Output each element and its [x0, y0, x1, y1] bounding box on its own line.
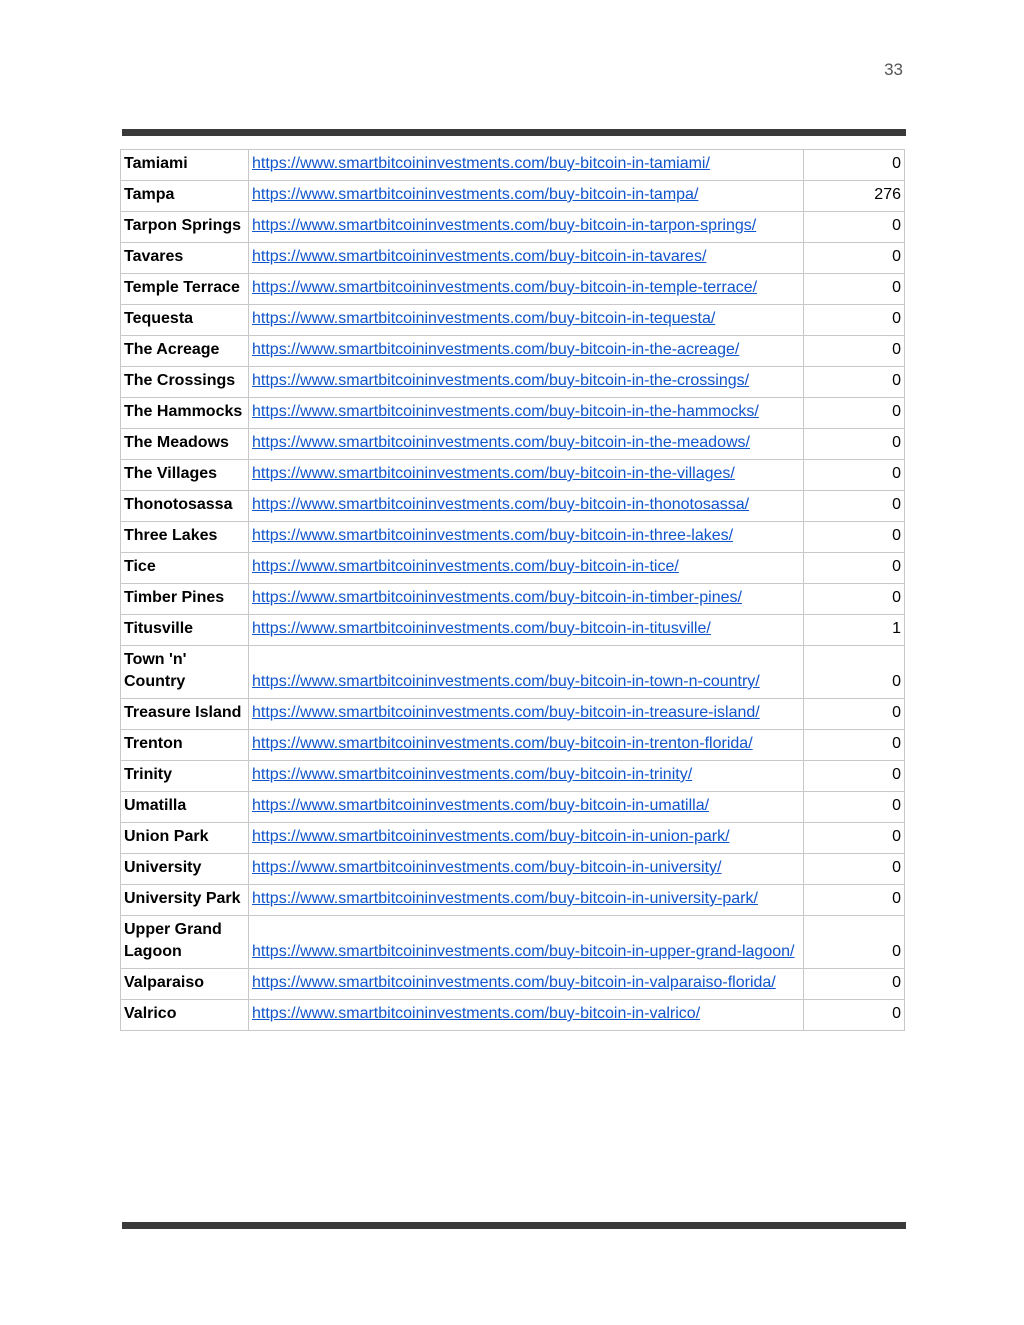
city-link[interactable]: https://www.smartbitcoininvestments.com/buy-bitcoin-in-the-meadows/: [252, 434, 750, 451]
count-value: 0: [804, 460, 905, 491]
city-name: Umatilla: [121, 792, 249, 823]
city-link[interactable]: https://www.smartbitcoininvestments.com/buy-bitcoin-in-the-hammocks/: [252, 403, 759, 420]
url-cell: [249, 460, 804, 491]
city-link[interactable]: https://www.smartbitcoininvestments.com/buy-bitcoin-in-union-park/: [252, 828, 730, 845]
city-link[interactable]: https://www.smartbitcoininvestments.com/buy-bitcoin-in-titusville/: [252, 620, 711, 637]
count-value: 0: [804, 584, 905, 615]
city-name: Tampa: [121, 181, 249, 212]
table-row: [121, 367, 905, 398]
table-row: [121, 491, 905, 522]
city-name: The Villages: [121, 460, 249, 491]
url-cell: [249, 823, 804, 854]
url-cell: [249, 429, 804, 460]
city-name: Trenton: [121, 730, 249, 761]
count-value: 0: [804, 336, 905, 367]
table-row: [121, 823, 905, 854]
url-cell: [249, 305, 804, 336]
count-value: 0: [804, 761, 905, 792]
url-cell: [249, 885, 804, 916]
count-value: 0: [804, 730, 905, 761]
table-row: [121, 792, 905, 823]
table-row: [121, 429, 905, 460]
count-value: 0: [804, 243, 905, 274]
city-name: Valrico: [121, 1000, 249, 1031]
city-link[interactable]: https://www.smartbitcoininvestments.com/buy-bitcoin-in-treasure-island/: [252, 704, 760, 721]
count-value: 0: [804, 1000, 905, 1031]
table-row: [121, 398, 905, 429]
city-url-table: [120, 149, 905, 1031]
city-name: Upper Grand Lagoon: [121, 916, 249, 969]
table-row: [121, 584, 905, 615]
table-row: [121, 916, 905, 969]
url-cell: [249, 699, 804, 730]
url-cell: [249, 491, 804, 522]
url-cell: [249, 854, 804, 885]
table-row: [121, 181, 905, 212]
city-name: Valparaiso: [121, 969, 249, 1000]
city-name: The Hammocks: [121, 398, 249, 429]
city-name: Town 'n' Country: [121, 646, 249, 699]
count-value: 0: [804, 212, 905, 243]
count-value: 0: [804, 150, 905, 181]
url-cell: [249, 398, 804, 429]
table-row: [121, 274, 905, 305]
url-cell: [249, 553, 804, 584]
url-cell: [249, 243, 804, 274]
city-name: Tamiami: [121, 150, 249, 181]
table-row: [121, 854, 905, 885]
url-cell: [249, 615, 804, 646]
city-link[interactable]: https://www.smartbitcoininvestments.com/buy-bitcoin-in-university-park/: [252, 890, 758, 907]
city-name: The Acreage: [121, 336, 249, 367]
table-row: [121, 761, 905, 792]
table-row: [121, 1000, 905, 1031]
count-value: 0: [804, 305, 905, 336]
city-link[interactable]: https://www.smartbitcoininvestments.com/buy-bitcoin-in-thonotosassa/: [252, 496, 750, 513]
city-link[interactable]: https://www.smartbitcoininvestments.com/buy-bitcoin-in-trenton-florida/: [252, 735, 753, 752]
city-link[interactable]: https://www.smartbitcoininvestments.com/buy-bitcoin-in-valparaiso-florida/: [252, 974, 776, 991]
top-divider: [122, 129, 906, 136]
city-link[interactable]: https://www.smartbitcoininvestments.com/buy-bitcoin-in-timber-pines/: [252, 589, 742, 606]
count-value: 0: [804, 429, 905, 460]
url-cell: [249, 792, 804, 823]
city-link[interactable]: https://www.smartbitcoininvestments.com/buy-bitcoin-in-university/: [252, 859, 722, 876]
bottom-divider: [122, 1222, 906, 1229]
city-name: The Meadows: [121, 429, 249, 460]
count-value: 0: [804, 792, 905, 823]
url-cell: [249, 367, 804, 398]
city-name: The Crossings: [121, 367, 249, 398]
url-cell: [249, 274, 804, 305]
table-row: [121, 460, 905, 491]
city-name: Tavares: [121, 243, 249, 274]
url-cell: [249, 522, 804, 553]
city-name: Tice: [121, 553, 249, 584]
count-value: 0: [804, 823, 905, 854]
city-name: University Park: [121, 885, 249, 916]
city-name: Three Lakes: [121, 522, 249, 553]
city-name: University: [121, 854, 249, 885]
table-row: [121, 615, 905, 646]
url-cell: [249, 761, 804, 792]
city-name: Treasure Island: [121, 699, 249, 730]
table-row: [121, 150, 905, 181]
city-link[interactable]: https://www.smartbitcoininvestments.com/buy-bitcoin-in-tavares/: [252, 248, 707, 265]
city-name: Tarpon Springs: [121, 212, 249, 243]
city-link[interactable]: https://www.smartbitcoininvestments.com/buy-bitcoin-in-the-villages/: [252, 465, 735, 482]
table-body: [121, 150, 905, 1031]
count-value: 0: [804, 969, 905, 1000]
count-value: 0: [804, 367, 905, 398]
city-link[interactable]: https://www.smartbitcoininvestments.com/buy-bitcoin-in-upper-grand-lagoon/: [252, 943, 795, 960]
city-name: Titusville: [121, 615, 249, 646]
count-value: 0: [804, 522, 905, 553]
count-value: 0: [804, 916, 905, 969]
city-link[interactable]: https://www.smartbitcoininvestments.com/buy-bitcoin-in-tice/: [252, 558, 679, 575]
count-value: 0: [804, 553, 905, 584]
city-link[interactable]: https://www.smartbitcoininvestments.com/buy-bitcoin-in-town-n-country/: [252, 673, 760, 690]
count-value: 1: [804, 615, 905, 646]
city-link[interactable]: https://www.smartbitcoininvestments.com/buy-bitcoin-in-tequesta/: [252, 310, 716, 327]
city-name: Union Park: [121, 823, 249, 854]
count-value: 0: [804, 854, 905, 885]
table-row: [121, 969, 905, 1000]
city-link[interactable]: https://www.smartbitcoininvestments.com/buy-bitcoin-in-temple-terrace/: [252, 279, 758, 296]
table-row: [121, 212, 905, 243]
city-link[interactable]: https://www.smartbitcoininvestments.com/buy-bitcoin-in-valrico/: [252, 1005, 701, 1022]
url-cell: [249, 584, 804, 615]
city-link[interactable]: https://www.smartbitcoininvestments.com/buy-bitcoin-in-trinity/: [252, 766, 693, 783]
city-link[interactable]: https://www.smartbitcoininvestments.com/buy-bitcoin-in-the-crossings/: [252, 372, 750, 389]
url-cell: [249, 181, 804, 212]
count-value: 0: [804, 274, 905, 305]
page-number: 33: [884, 60, 903, 79]
table-row: [121, 699, 905, 730]
city-name: Temple Terrace: [121, 274, 249, 305]
city-link[interactable]: https://www.smartbitcoininvestments.com/buy-bitcoin-in-three-lakes/: [252, 527, 734, 544]
table-row: [121, 243, 905, 274]
table-row: [121, 730, 905, 761]
city-link[interactable]: https://www.smartbitcoininvestments.com/buy-bitcoin-in-the-acreage/: [252, 341, 740, 358]
url-cell: [249, 336, 804, 367]
url-cell: [249, 969, 804, 1000]
url-cell: [249, 212, 804, 243]
city-link[interactable]: https://www.smartbitcoininvestments.com/buy-bitcoin-in-tamiami/: [252, 155, 710, 172]
table-row: [121, 885, 905, 916]
count-value: 276: [804, 181, 905, 212]
city-name: Trinity: [121, 761, 249, 792]
url-cell: [249, 646, 804, 699]
count-value: 0: [804, 885, 905, 916]
url-cell: [249, 916, 804, 969]
table-row: [121, 305, 905, 336]
city-link[interactable]: https://www.smartbitcoininvestments.com/buy-bitcoin-in-umatilla/: [252, 797, 710, 814]
city-name: Timber Pines: [121, 584, 249, 615]
table-row: [121, 646, 905, 699]
url-cell: [249, 1000, 804, 1031]
count-value: 0: [804, 646, 905, 699]
count-value: 0: [804, 398, 905, 429]
city-link[interactable]: https://www.smartbitcoininvestments.com/buy-bitcoin-in-tampa/: [252, 186, 699, 203]
city-name: Tequesta: [121, 305, 249, 336]
table-row: [121, 553, 905, 584]
table-row: [121, 336, 905, 367]
city-link[interactable]: https://www.smartbitcoininvestments.com/buy-bitcoin-in-tarpon-springs/: [252, 217, 757, 234]
url-cell: [249, 730, 804, 761]
table-row: [121, 522, 905, 553]
url-cell: [249, 150, 804, 181]
count-value: 0: [804, 491, 905, 522]
city-name: Thonotosassa: [121, 491, 249, 522]
count-value: 0: [804, 699, 905, 730]
